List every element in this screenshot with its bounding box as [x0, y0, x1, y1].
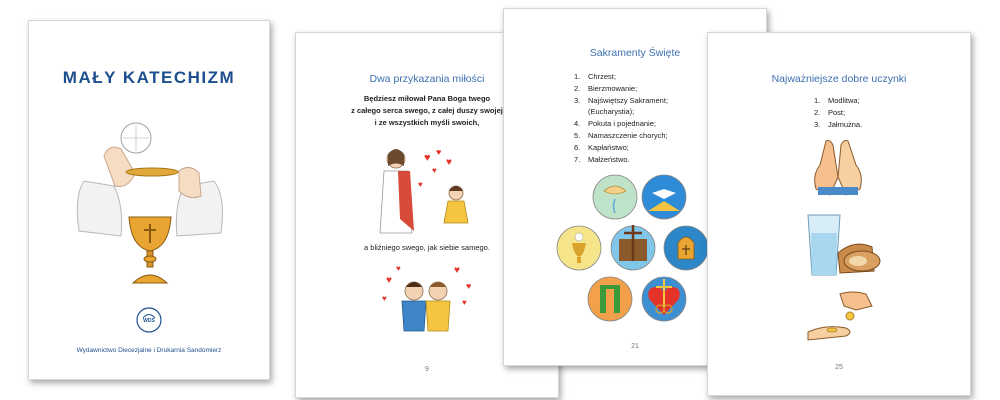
svg-text:♥: ♥ [424, 152, 431, 164]
svg-text:♥: ♥ [454, 265, 460, 276]
confirmation-icon [642, 175, 686, 219]
cover-title: MAŁY KATECHIZM [62, 68, 236, 87]
list-item: 7. Małżeństwo. [574, 154, 630, 164]
svg-text:♥: ♥ [386, 275, 392, 286]
praying-hands-icon [808, 137, 868, 199]
svg-text:♥: ♥ [466, 281, 472, 291]
svg-text:♥: ♥ [446, 157, 452, 168]
baptism-icon [593, 175, 637, 219]
list-item: 4. Pokuta i pojednanie; [574, 119, 656, 129]
almsgiving-hand-icon [806, 288, 886, 348]
svg-text:♥: ♥ [418, 180, 423, 189]
page-21-heading: Sakramenty Święte [589, 47, 681, 59]
good-deeds-list [814, 95, 862, 130]
publisher-logo-text: WDS [143, 318, 155, 324]
penance-icon [611, 225, 655, 270]
page-number: 21 [631, 343, 639, 350]
svg-text:♥: ♥ [436, 147, 442, 157]
publisher-name: Wydawnictwo Diecezjalne i Drukarnia Sandomierz [76, 347, 222, 354]
svg-text:♥: ♥ [382, 294, 387, 303]
priesthood-icon [588, 277, 632, 321]
list-item: (Eucharystia); [588, 107, 635, 117]
page-number: 25 [835, 364, 843, 371]
list-item: 2. Post; [814, 107, 846, 117]
eucharist-icon [557, 226, 601, 270]
text-line: z całego serca swego, z całej duszy swojej [351, 106, 503, 115]
list-item: 5. Namaszczenie chorych; [574, 130, 668, 140]
page-number: 9 [425, 366, 429, 373]
text-line: Będziesz miłował Pana Boga twego [363, 94, 491, 103]
svg-text:♥: ♥ [396, 264, 401, 273]
sacraments-list [574, 71, 668, 165]
list-item: 2. Bierzmowanie; [574, 83, 638, 93]
list-item: 1. Chrzest; [574, 72, 616, 81]
fasting-water-bread-icon [804, 211, 894, 281]
list-item: 3. Jałmużna. [814, 119, 863, 129]
list-item: 6. Kapłaństwo; [574, 142, 629, 152]
page-25-heading: Najważniejsze dobre uczynki [771, 73, 907, 85]
svg-text:♥: ♥ [462, 298, 467, 307]
anointing-icon [664, 226, 708, 270]
list-item: 3. Najświętszy Sakrament; [574, 95, 669, 105]
page-9-heading: Dwa przykazania miłości [369, 73, 485, 85]
list-item: 1. Modlitwa; [814, 96, 860, 105]
text-line: i ze wszystkich myśli swoich, [374, 118, 480, 127]
neighbor-text: a bliźniego swego, jak siebie samego. [364, 243, 490, 252]
cover-page [28, 20, 270, 380]
marriage-icon [642, 277, 686, 321]
svg-text:♥: ♥ [432, 166, 437, 175]
page-25 [707, 32, 971, 396]
